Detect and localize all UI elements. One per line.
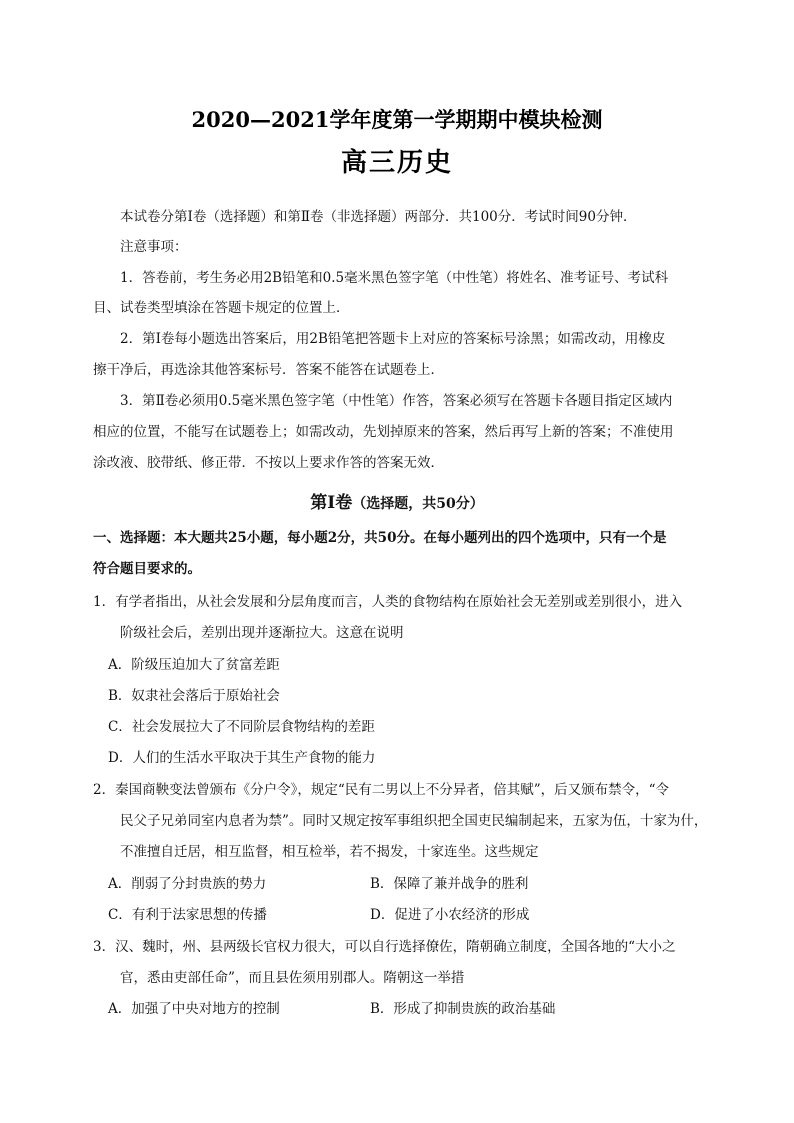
question-2-stem-line-2: 民父子兄弟同室内息者为禁”。同时又规定按军事组织把全国吏民编制起来，五家为伍，十家为什， [120,813,708,829]
question-2-stem-line-3: 不准擅自迁居，相互监督，相互检举，若不揭发，十家连坐。这些规定 [120,844,539,860]
question-2-option-d: D．促进了小农经济的形成 [370,907,530,923]
note-2-line-1: 2．第Ⅰ卷每小题选出答案后，用2B铅笔把答题卡上对应的答案标号涂黑；如需改动，用橡皮 [120,331,666,347]
question-1-option-b: B．奴隶社会落后于原始社会 [108,688,280,704]
note-3-line-3: 涂改液、胶带纸、修正带．不按以上要求作答的答案无效． [93,455,444,471]
note-3-line-1: 3．第Ⅱ卷必须用0.5毫米黑色签字笔（中性笔）作答，答案必须写在答题卡各题目指定区域内 [120,393,673,409]
question-3-option-a: A．加强了中央对地方的控制 [108,1001,280,1017]
question-2-stem-line-1: 2．秦国商鞅变法曾颁布《分户令》，规定“民有二男以上不分异者，倍其赋”，后又颁布禁令，“令 [93,782,670,798]
section-1-instruction-line-1: 一、选择题：本大题共25小题，每小题2分，共50分。在每小题列出的四个选项中，只有一个是 [93,530,667,546]
question-2-option-b: B．保障了兼并战争的胜利 [370,876,529,892]
section-1-subtitle: （选择题，共50分） [352,496,484,512]
note-2-line-2: 擦干净后，再选涂其他答案标号．答案不能答在试题卷上． [93,362,444,378]
section-1-title: 第Ⅰ卷 [310,493,353,513]
question-2-option-c: C．有利于法家思想的传播 [108,907,267,923]
question-3-stem-line-1: 3．汉、魏时，州、县两级长官权力很大，可以自行选择僚佐，隋朝确立制度，全国各地的“大小之 [93,939,676,955]
question-1-option-a: A．阶级压迫加大了贫富差距 [108,657,280,673]
note-1-line-1: 1．答卷前，考生务必用2B铅笔和0.5毫米黑色签字笔（中性笔）将姓名、准考证号、考试科 [120,270,669,286]
question-3-option-b: B．形成了抑制贵族的政治基础 [370,1001,556,1017]
notes-label: 注意事项： [120,239,188,255]
note-1-line-2: 目、试卷类型填涂在答题卡规定的位置上． [93,300,350,316]
question-1-option-c: C．社会发展拉大了不同阶层食物结构的差距 [108,719,375,735]
question-1-stem-line-2: 阶级社会后，差别出现并逐渐拉大。这意在说明 [120,625,404,641]
question-1-stem-line-1: 1．有学者指出，从社会发展和分层角度而言，人类的食物结构在原始社会无差别或差别很小，进入 [93,594,683,610]
question-1-option-d: D．人们的生活水平取决于其生产食物的能力 [108,750,376,766]
question-2-option-a: A．削弱了分封贵族的势力 [108,876,267,892]
exam-title: 2020—2021学年度第一学期期中模块检测 [191,107,603,132]
note-3-line-2: 相应的位置，不能写在试题卷上；如需改动，先划掉原来的答案，然后再写上新的答案；不准使用 [93,424,674,440]
section-1-instruction-line-2: 符合题目要求的。 [93,561,201,577]
question-3-stem-line-2: 官，悉由吏部任命”，而且县佐须用别郡人。隋朝这一举措 [120,970,465,986]
instructions-intro: 本试卷分第Ⅰ卷（选择题）和第Ⅱ卷（非选择题）两部分．共100分．考试时间90分钟． [120,209,637,225]
exam-subject: 高三历史 [340,148,453,178]
section-1-heading [0,488,794,513]
